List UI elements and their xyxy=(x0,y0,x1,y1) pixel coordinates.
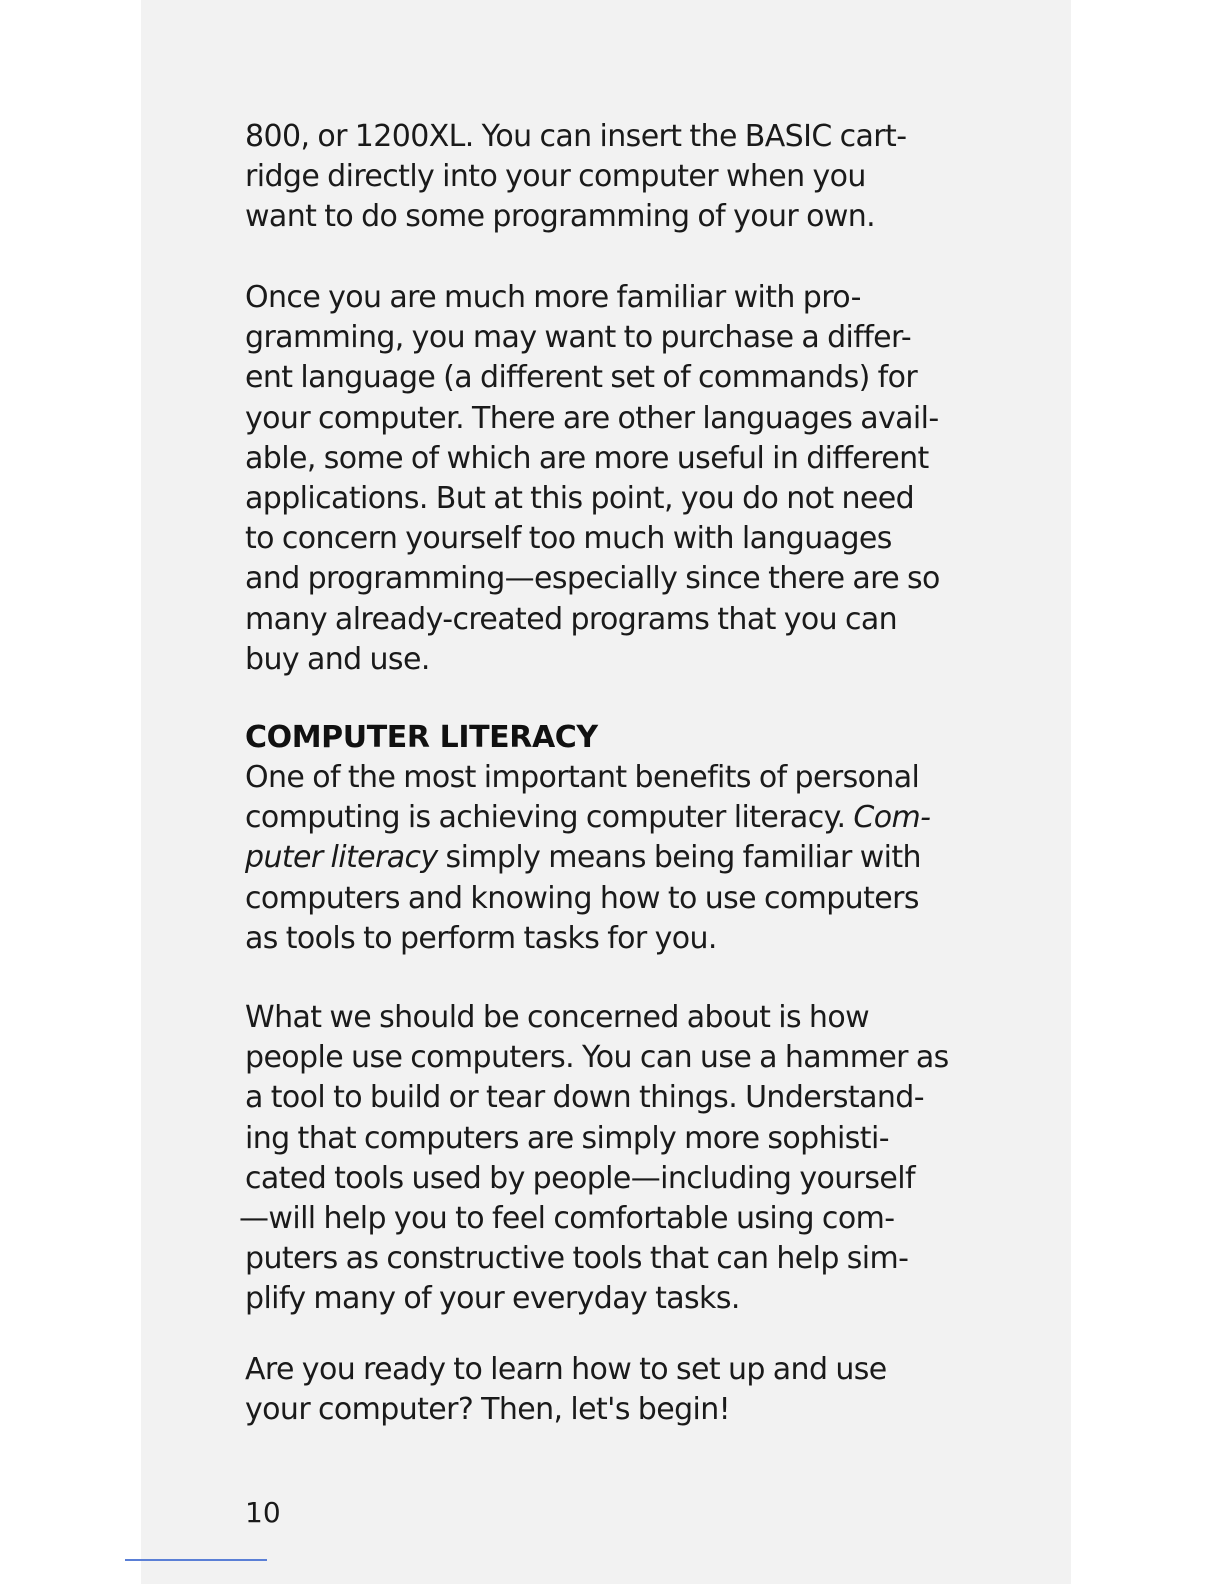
italic-term: Com- xyxy=(853,800,931,836)
text-line: gramming, you may want to purchase a differ- xyxy=(245,320,912,356)
text-line: people use computers. You can use a hammer as xyxy=(245,1040,949,1076)
text-segment: simply means being familiar with xyxy=(437,840,921,876)
text-line: want to do some programming of your own. xyxy=(245,199,876,235)
text-line: as tools to perform tasks for you. xyxy=(245,920,717,956)
paragraph-languages xyxy=(245,278,985,680)
text-line: Once you are much more familiar with pro- xyxy=(245,280,861,315)
paragraph-computer-literacy xyxy=(245,758,985,959)
text-line: a tool to build or tear down things. Understand- xyxy=(245,1080,924,1116)
section-heading: COMPUTER LITERACY xyxy=(245,720,598,755)
text-line: One of the most important benefits of personal xyxy=(245,760,920,795)
scan-edge-rule xyxy=(125,1559,267,1561)
text-line: your computer? Then, let's begin! xyxy=(245,1392,731,1428)
text-line: ridge directly into your computer when you xyxy=(245,159,866,195)
paragraph-basic-cartridge xyxy=(245,117,985,238)
text-line: your computer. There are other languages avail- xyxy=(245,400,939,436)
paragraph-how-people-use-computers xyxy=(239,998,985,1320)
paragraph-lets-begin xyxy=(245,1350,985,1430)
text-line: able, some of which are more useful in different xyxy=(245,440,929,476)
text-line: What we should be concerned about is how xyxy=(245,1000,870,1035)
text-line: cated tools used by people—including yourself xyxy=(245,1160,915,1196)
text-line: —will help you to feel comfortable using com- xyxy=(239,1201,895,1237)
text-segment: computing is achieving computer literacy. xyxy=(245,800,854,836)
text-line: and programming—especially since there are so xyxy=(245,561,940,597)
text-line xyxy=(245,838,985,878)
italic-term: puter literacy xyxy=(245,840,438,876)
text-line: ent language (a different set of commands) for xyxy=(245,360,918,396)
text-line: applications. But at this point, you do not need xyxy=(245,481,915,517)
text-line: plify many of your everyday tasks. xyxy=(245,1281,740,1317)
text-line: many already-created programs that you can xyxy=(245,601,898,637)
text-line: puters as constructive tools that can help sim- xyxy=(245,1241,909,1277)
text-line: ing that computers are simply more sophisti- xyxy=(245,1120,889,1156)
text-line: computers and knowing how to use computers xyxy=(245,880,919,916)
text-line: Are you ready to learn how to set up and use xyxy=(245,1352,887,1387)
text-line xyxy=(245,798,985,838)
text-line: to concern yourself too much with languages xyxy=(245,521,892,557)
text-line: 800, or 1200XL. You can insert the BASIC cart- xyxy=(245,119,907,154)
page-number: 10 xyxy=(245,1496,281,1529)
text-line: buy and use. xyxy=(245,641,430,677)
